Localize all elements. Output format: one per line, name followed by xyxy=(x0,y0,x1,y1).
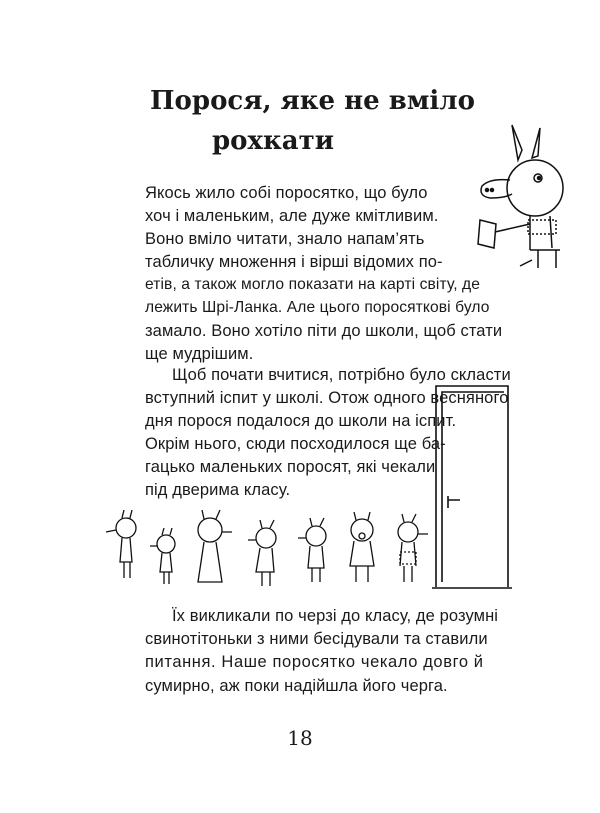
pig-reading-illustration xyxy=(460,120,590,280)
page-number: 18 xyxy=(287,726,313,750)
text-line: табличку множення і вірші відомих по- xyxy=(145,253,443,271)
piglets-queue-illustration xyxy=(98,500,458,595)
text-line: Воно вміло читати, знало напам’ять xyxy=(145,230,425,248)
text-line: дня порося подалося до школи на іспит. xyxy=(145,412,457,430)
text-line: свинотітоньки з ними бесідували та ставили xyxy=(145,630,488,648)
text-line: етів, а також могло показати на карті світу, де xyxy=(145,276,481,293)
text-line: Щоб почати вчитися, потрібно було скласти xyxy=(172,366,511,384)
text-line: Окрім нього, сюди посходилося ще ба- xyxy=(145,435,446,453)
title-line-1: Порося, яке не вміло xyxy=(150,86,475,116)
text-line: ще мудрішим. xyxy=(145,345,254,363)
text-line: Їх викликали по черзі до класу, де розумні xyxy=(172,607,499,625)
text-line: вступний іспит у школі. Отож одного весняного xyxy=(145,389,509,407)
text-line: Якось жило собі поросятко, що було xyxy=(145,184,428,202)
text-line: питання. Наше поросятко чекало довго й xyxy=(145,653,484,671)
text-line: хоч і маленьким, але дуже кмітливим. xyxy=(145,207,439,225)
text-line: сумирно, аж поки надійшла його черга. xyxy=(145,677,448,695)
text-line: під дверима класу. xyxy=(145,481,291,499)
text-line: гацько маленьких поросят, які чекали xyxy=(145,458,436,476)
title-line-2: рохкати xyxy=(212,126,335,156)
text-line: лежить Шрі-Ланка. Але цього поросяткові було xyxy=(145,299,490,316)
text-line: замало. Воно хотіло піти до школи, щоб стати xyxy=(145,322,503,340)
